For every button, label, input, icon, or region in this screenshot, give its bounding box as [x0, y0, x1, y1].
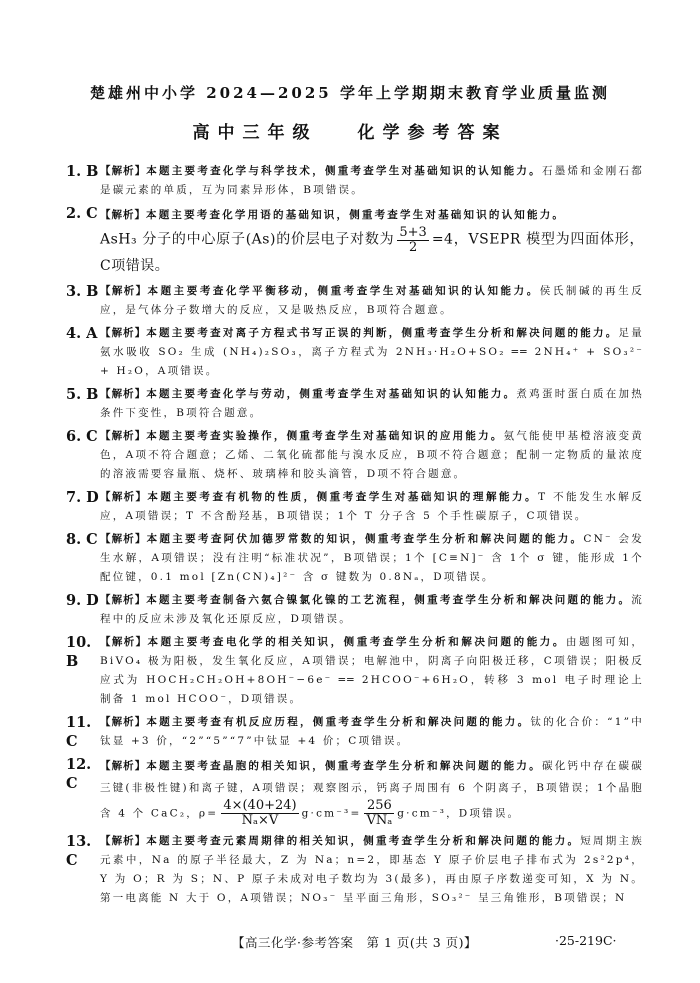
fraction	[364, 799, 394, 828]
fraction-denominator: 2	[408, 240, 418, 255]
explanation-text: 钛的化合价：“1”中钛显 +3 价，“2”“5”“7”中钛显 +4 价；C项错误。	[100, 716, 645, 747]
explanation-text: T 不能发生水解反应，A项错误；T 不含酚羟基，B项错误；1个 T 分子含 5 个手性碳原子，C项错误。	[100, 491, 644, 522]
answer-number: 1. B	[66, 163, 99, 180]
answer-list	[66, 162, 644, 912]
answer-item-1	[66, 162, 644, 200]
answer-number: 13. C	[66, 833, 92, 869]
answer-number: 7. D	[66, 489, 99, 506]
answer-explanation	[100, 488, 644, 526]
answer-explanation	[100, 282, 644, 320]
explanation-text: 侯氏制碱的再生反应，是气体分子数增大的反应，又是吸热反应，B项符合题意。	[100, 285, 645, 316]
analysis-tag: 【解析】	[100, 327, 147, 339]
explanation-text: 足量氨水吸收 SO₂ 生成 (NH₄)₂SO₃，离子方程式为 2NH₃·H₂O+SO₂ ══ 2NH₄⁺ + SO₃²⁻ + H₂O，A项错误。	[100, 327, 644, 377]
answer-explanation	[100, 832, 644, 908]
explanation-text: =4，VSEPR 模型为四面体形，C项错误。	[100, 231, 644, 274]
analysis-tag: 【解析】	[100, 594, 147, 606]
explanation-text: 碳化钙中存在碳碳三键(非极性键)和离子键，A项错误；观察图示，钙离子周围有 6 个阴离子，B项错误；1个晶胞含 4 个 CaC₂，ρ=	[100, 760, 645, 820]
topic-summary: 本题主要考查化学用语的基础知识，侧重考查学生对基础知识的认知能力。	[146, 209, 566, 221]
answer-number: 3. B	[66, 283, 99, 300]
explanation-text: 由题图可知，BiVO₄ 极为阳极，发生氧化反应，A项错误；电解池中，阴离子向阳极迁移，C项错误；阳极反应式为 HOCH₂CH₂OH+8OH⁻−6e⁻ ══ 2HCOO⁻+6H₂O，转移 3 mol 电子时理论上制备 1 mol HCOO⁻，D项错误。	[100, 636, 645, 705]
analysis-tag: 【解析】	[100, 388, 147, 400]
topic-summary: 本题主要考查化学与科学技术，侧重考查学生对基础知识的认知能力。	[146, 165, 542, 177]
analysis-tag: 【解析】	[100, 491, 148, 503]
answer-item-8	[66, 530, 644, 587]
answer-item-5	[66, 385, 644, 423]
answer-explanation	[100, 162, 644, 200]
analysis-tag: 【解析】	[100, 760, 147, 772]
answer-item-2	[66, 204, 644, 278]
answer-item-7	[66, 488, 644, 526]
answer-explanation	[100, 324, 644, 381]
topic-summary: 本题主要考查化学与劳动，侧重考查学生对基础知识的认知能力。	[146, 388, 517, 400]
answer-item-11	[66, 713, 644, 751]
analysis-tag: 【解析】	[100, 636, 148, 648]
analysis-tag: 【解析】	[100, 165, 147, 177]
fraction-numerator: 4×(40+24)	[223, 798, 297, 813]
subject-label: 化学参考答案	[357, 123, 508, 143]
topic-summary: 本题主要考查元素周期律的相关知识，侧重考查学生分析和解决问题的能力。	[146, 835, 581, 847]
analysis-tag: 【解析】	[100, 835, 147, 847]
footer-page-info: 【高三化学·参考答案 第 1 页(共 3 页)】	[232, 935, 478, 950]
explanation-text: 石墨烯和金刚石都是碳元素的单质，互为同素异形体，B项错误。	[100, 165, 645, 196]
topic-summary: 本题主要考查对离子方程式书写正误的判断，侧重考查学生分析和解决问题的能力。	[146, 327, 619, 339]
answer-number: 4. A	[66, 325, 98, 342]
answer-explanation	[100, 204, 644, 278]
answer-explanation	[100, 633, 644, 709]
analysis-tag: 【解析】	[100, 533, 147, 545]
topic-summary: 本题主要考查制备六氨合镍氯化镍的工艺流程，侧重考查学生分析和解决问题的能力。	[146, 594, 632, 606]
explanation-text: g·cm⁻³=	[301, 807, 362, 820]
answer-number: 11. C	[66, 714, 92, 750]
fraction	[221, 799, 298, 828]
explanation-text: g·cm⁻³，D项错误。	[397, 807, 521, 820]
answer-number: 9. D	[66, 592, 99, 609]
topic-summary: 本题主要考查有机反应历程，侧重考查学生分析和解决问题的能力。	[146, 716, 531, 728]
fraction-denominator: Nₐ×V	[241, 813, 279, 828]
topic-summary: 本题主要考查实验操作，侧重考查学生对基础知识的应用能力。	[146, 430, 504, 442]
fraction-denominator: VNₐ	[366, 813, 393, 828]
fraction	[397, 226, 428, 255]
answer-item-3	[66, 282, 644, 320]
explanation-text: 短周期主族元素中，Na 的原子半径最大，Z 为 Na；n=2，即基态 Y 原子价层电子排布式为 2s²2p⁴，Y 为 O；R 为 S；N、P 原子未成对电子数均为 3(最多)，再由原子序数递变可知，X 为 N。第一电离能 N 大于 O，A项错误；NO₃⁻ 呈平面三角形，SO₃²⁻ 呈三角锥形，B项错误；N	[100, 835, 645, 904]
answer-number: 12. C	[66, 756, 92, 792]
explanation-text: 氨气能使甲基橙溶液变黄色，A项不符合题意；乙烯、二氧化硫都能与溴水反应，B项不符合题意；配制一定物质的量浓度的溶液需要容量瓶、烧杯、玻璃棒和胶头滴管，D项不符合题意。	[100, 430, 644, 480]
explanation-text: 流程中的反应未涉及氧化还原反应，D项错误。	[100, 594, 644, 625]
analysis-tag: 【解析】	[100, 209, 146, 221]
answer-item-13	[66, 832, 644, 908]
topic-summary: 本题主要考查化学平衡移动，侧重考查学生对基础知识的认知能力。	[147, 285, 540, 297]
answer-number: 6. C	[66, 428, 98, 445]
answer-explanation	[100, 755, 644, 828]
explanation-text: 煮鸡蛋时蛋白质在加热条件下变性，B项符合题意。	[100, 388, 644, 419]
topic-summary: 本题主要考查晶胞的相关知识，侧重考查学生分析和解决问题的能力。	[146, 760, 542, 772]
grade-label: 高中三年级	[192, 123, 318, 143]
explanation-text: CN⁻ 会发生水解，A项错误；没有注明“标准状况”，B项错误；1个 [C≡N]⁻ 含 1个 σ 键，能形成 1个配位键，0.1 mol [Zn(CN)₄]²⁻ 含 σ 键数为 0.8Nₐ，D项错误。	[100, 533, 644, 583]
answer-explanation	[100, 427, 644, 484]
answer-explanation	[100, 530, 644, 587]
explanation-text: AsH₃ 分子的中心原子(As)的价层电子对数为	[100, 231, 395, 248]
answer-explanation	[100, 385, 644, 423]
analysis-tag: 【解析】	[100, 285, 148, 297]
topic-summary: 本题主要考查电化学的相关知识，侧重考查学生分析和解决问题的能力。	[147, 636, 566, 648]
analysis-tag: 【解析】	[100, 716, 147, 728]
answer-number: 10. B	[66, 634, 92, 670]
answer-explanation	[100, 713, 644, 751]
topic-summary: 本题主要考查阿伏加德罗常数的知识，侧重考查学生分析和解决问题的能力。	[146, 533, 584, 545]
answer-number: 8. C	[66, 531, 98, 548]
answer-item-9	[66, 591, 644, 629]
answer-item-4	[66, 324, 644, 381]
fraction-numerator: 5+3	[399, 225, 427, 240]
answer-item-10	[66, 633, 644, 709]
subtitle	[0, 118, 700, 143]
answer-item-6	[66, 427, 644, 484]
answer-number: 2. C	[66, 205, 98, 222]
analysis-tag: 【解析】	[100, 430, 147, 442]
topic-summary: 本题主要考查有机物的性质，侧重考查学生对基础知识的理解能力。	[147, 491, 539, 503]
answer-explanation	[100, 591, 644, 629]
answer-item-12	[66, 755, 644, 828]
footer-code: ·25-219C·	[555, 933, 617, 948]
answer-number: 5. B	[66, 386, 99, 403]
exam-title: 楚雄州中小学 2024—2025 学年上学期期末教育学业质量监测	[90, 84, 610, 102]
fraction-numerator: 256	[364, 799, 394, 814]
